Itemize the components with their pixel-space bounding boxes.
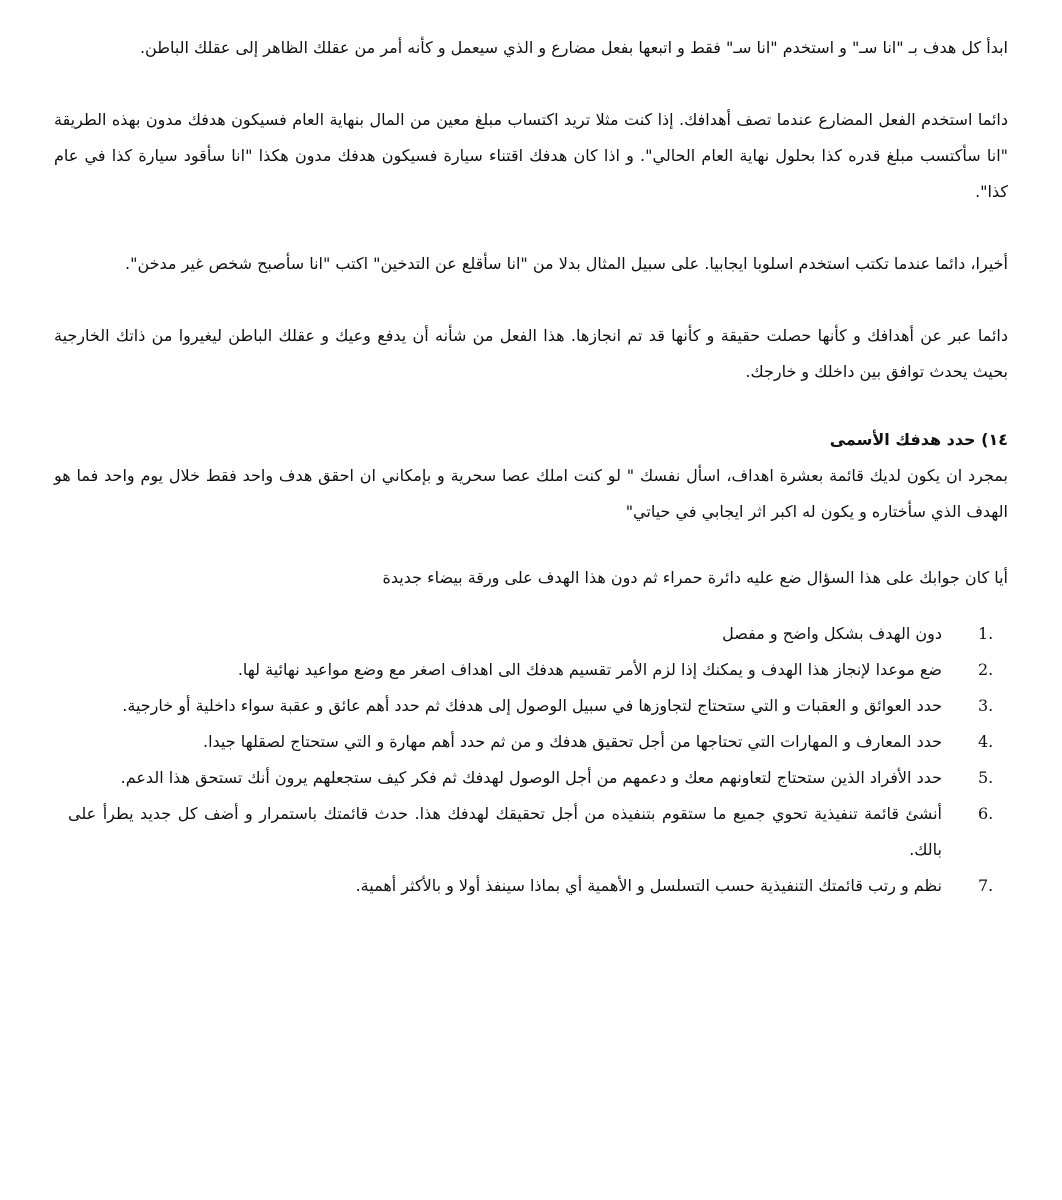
section-paragraph-2: أيا كان جوابك على هذا السؤال ضع عليه دائرة حمراء ثم دون هذا الهدف على ورقة بيضاء جديدة	[382, 568, 1008, 587]
list-item	[54, 616, 1008, 652]
list-item-text: نظم و رتب قائمتك التنفيذية حسب التسلسل و الأهمية أي بماذا سينفذ أولا و بالأكثر أهمية.	[355, 876, 942, 895]
paragraph-3: أخيرا، دائما عندما تكتب استخدم اسلوبا ايجابيا. على سبيل المثال بدلا من "انا سأقلع عن التدخين" اكتب "انا سأصبح شخص غير مدخن".	[125, 254, 1008, 273]
spacer	[54, 530, 1008, 560]
list-item	[54, 652, 1008, 688]
section-paragraph-1: بمجرد ان يكون لديك قائمة بعشرة اهداف، اسأل نفسك " لو كنت املك عصا سحرية و بإمكاني ان احقق هدف واحد فقط خلال يوم واحد فما هو الهدف الذي سأختاره و يكون له اكبر اثر ايجابي في حياتي"	[54, 466, 1008, 521]
paragraph-2: دائما استخدم الفعل المضارع عندما تصف أهدافك. إذا كنت مثلا تريد اكتساب مبلغ معين من المال بنهاية العام فسيكون هدفك مدون بهذه الطريقة "انا سأكتسب مبلغ قدره كذا بحلول نهاية العام الحالي". و اذا كان هدفك اقتناء سيارة فسيكون هدفك مدون هكذا "انا سأقود سيارة كذا في عام كذا".	[54, 110, 1008, 201]
list-number: 4.	[978, 732, 994, 751]
list-number: 5.	[978, 768, 994, 787]
list-item-text: حدد الأفراد الذين ستحتاج لتعاونهم معك و دعمهم من أجل الوصول لهدفك ثم فكر كيف ستجعلهم يرون أنك تستحق هذا الدعم.	[120, 768, 942, 787]
paragraph-4: دائما عبر عن أهدافك و كأنها حصلت حقيقة و كأنها قد تم انجازها. هذا الفعل من شأنه أن يدفع وعيك و عقلك الباطن ليغيروا من ذاتك الخارجية بحيث يحدث توافق بين داخلك و خارجك.	[54, 326, 1008, 381]
list-item	[54, 688, 1008, 724]
section-heading: ١٤) حدد هدفك الأسمى	[829, 430, 1008, 449]
list-number: 6.	[978, 804, 994, 823]
list-number: 7.	[978, 876, 994, 895]
paragraph-1: ابدأ كل هدف بـ "انا سـ" و استخدم "انا سـ" فقط و اتبعها بفعل مضارع و الذي سيعمل و كأنه أمر من عقلك الظاهر إلى عقلك الباطن.	[139, 38, 1008, 57]
list-item-text: أنشئ قائمة تنفيذية تحوي جميع ما ستقوم بتنفيذه من أجل تحقيقك لهدفك هذا. حدث قائمتك باستمرار و أضف كل جديد يطرأ على بالك.	[68, 804, 942, 859]
list-item	[54, 796, 1008, 868]
spacer	[54, 282, 1008, 318]
list-item	[54, 724, 1008, 760]
list-number: 2.	[978, 660, 994, 679]
list-number: 1.	[978, 624, 994, 643]
list-number: 3.	[978, 696, 994, 715]
list-item-text: ضع موعدا لإنجاز هذا الهدف و يمكنك إذا لزم الأمر تقسيم هدفك الى اهداف اصغر مع وضع مواعيد نهائية لها.	[237, 660, 942, 679]
numbered-list	[54, 616, 1008, 904]
list-item-text: حدد المعارف و المهارات التي تحتاجها من أجل تحقيق هدفك و من ثم حدد أهم مهارة و التي ستحتاج لصقلها جيدا.	[202, 732, 942, 751]
list-item	[54, 760, 1008, 796]
spacer	[54, 210, 1008, 246]
list-item-text: دون الهدف بشكل واضح و مفصل	[722, 624, 942, 643]
list-item	[54, 868, 1008, 904]
spacer	[54, 390, 1008, 414]
spacer	[54, 66, 1008, 102]
list-item-text: حدد العوائق و العقبات و التي ستحتاج لتجاوزها في سبيل الوصول إلى هدفك ثم حدد أهم عائق و عقبة سواء داخلية أو خارجية.	[122, 696, 942, 715]
